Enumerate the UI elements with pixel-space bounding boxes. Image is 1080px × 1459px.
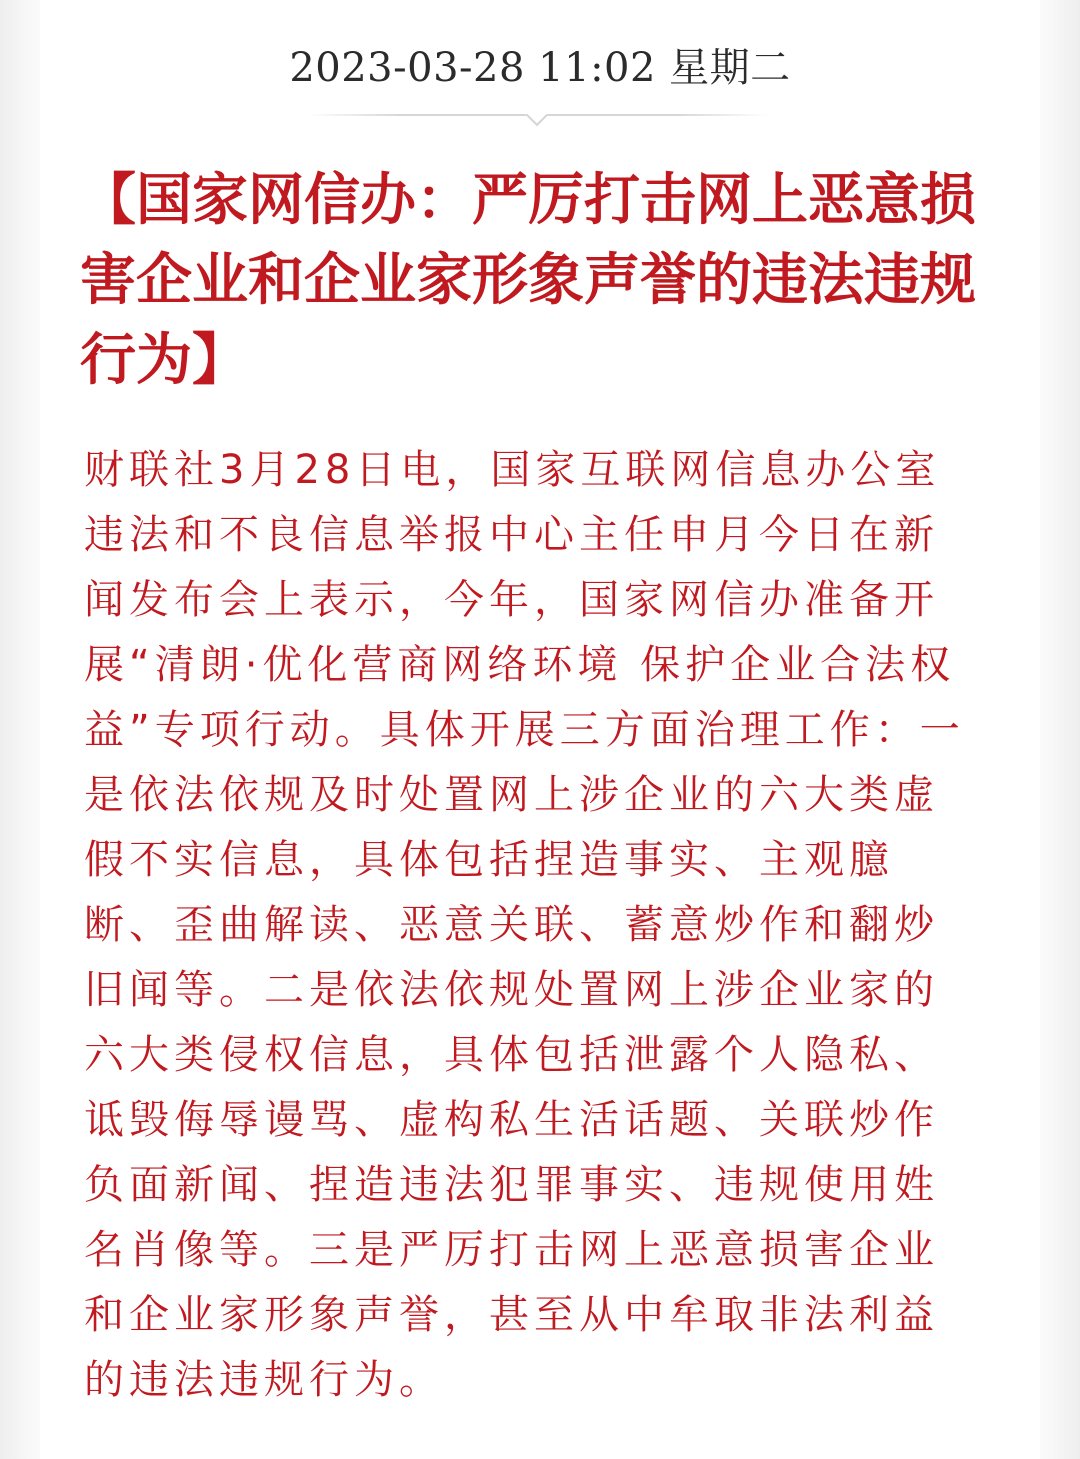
article-datetime: 2023-03-28 11:02 星期二 bbox=[289, 45, 791, 91]
article-body: 财联社3月28日电，国家互联网信息办公室违法和不良信息举报中心主任申月今日在新闻发布会上表示，今年，国家网信办准备开展“清朗·优化营商网络环境 保护企业合法权益”专项行动。具体开展三方面治理工作：一是依法依规及时处置网上涉企业的六大类虚假不实信息，具体包括捏造事实、主观臆断、歪曲解读、恶意关联、蓄意炒作和翻炒旧闻等。二是依法依规处置网上涉企业家的六大类侵权信息，具体包括泄露个人隐私、诋毁侮辱谩骂、虚构私生活话题、关联炒作负面新闻、捏造违法犯罪事实、违规使用姓名肖像等。三是严厉打击网上恶意损害企业和企业家形象声誉，甚至从中牟取非法利益的违法违规行为。 bbox=[84, 447, 965, 1403]
article-title: 【国家网信办：严厉打击网上恶意损害企业和企业家形象声誉的违法违规行为】 bbox=[80, 167, 976, 393]
